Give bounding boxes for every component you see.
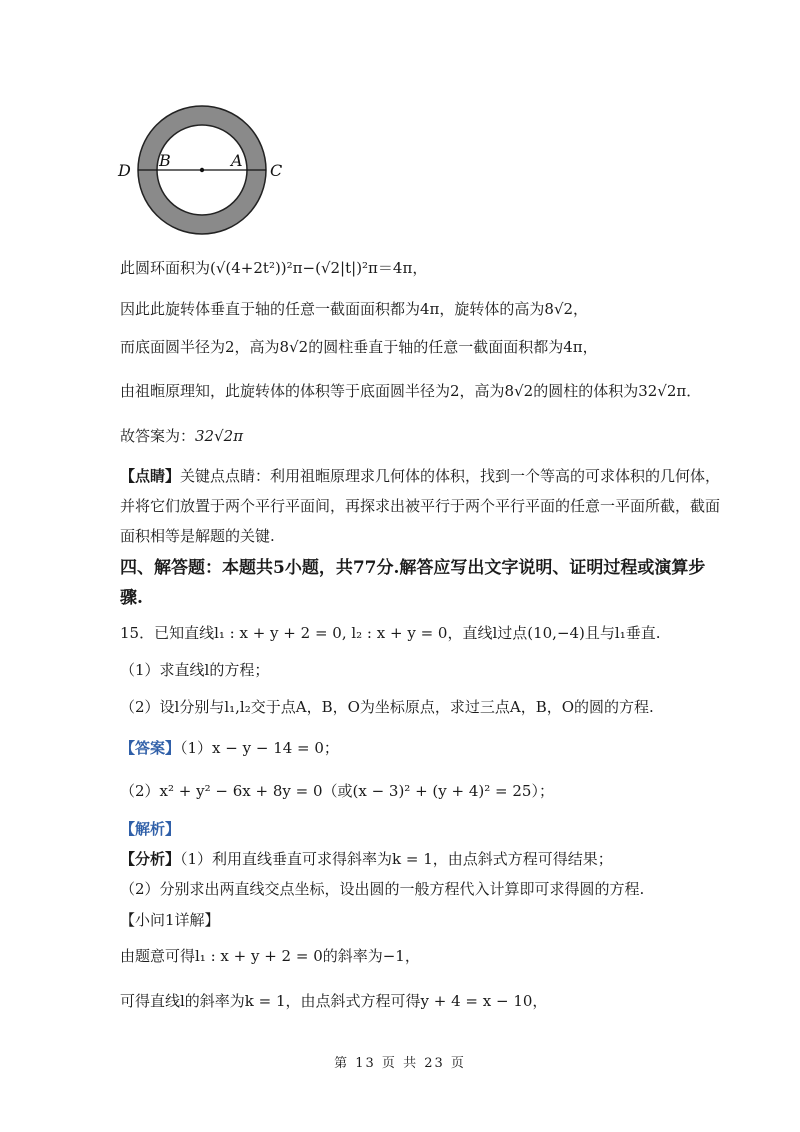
cylinder-line: 而底面圆半径为2，高为8√2的圆柱垂直于轴的任意一截面面积都为4π， <box>120 338 598 356</box>
label-b: B <box>159 151 171 170</box>
fenxi-line-1 <box>120 848 740 870</box>
solution-step-1: 由题意可得l₁ : x + y + 2 = 0的斜率为−1， <box>120 947 420 965</box>
center-point <box>200 168 204 172</box>
answer-tag: 【答案】 <box>120 739 181 757</box>
label-c: C <box>270 161 283 180</box>
answer-2: （2）x² + y² − 6x + 8y = 0（或(x − 3)² + (y + 4)² = 25）； <box>120 782 554 800</box>
area-line: 此圆环面积为(√(4+2t²))²π−(√2|t|)²π＝4π， <box>120 259 428 277</box>
label-d: D <box>118 161 131 180</box>
comment-line-1 <box>120 465 740 487</box>
cross-section-line: 因此此旋转体垂直于轴的任意一截面面积都为4π，旋转体的高为8√2， <box>120 300 589 318</box>
solution-step-2: 可得直线l的斜率为k = 1，由点斜式方程可得y + 4 = x − 10， <box>120 992 548 1010</box>
answer-1 <box>120 737 740 759</box>
section-heading-2: 骤. <box>120 588 143 608</box>
comment-line-2: 并将它们放置于两个平行平面间，再探求出被平行于两个平行平面的任意一平面所截，截面 <box>120 497 721 515</box>
label-a: A <box>231 151 243 170</box>
answer-value: 32√2π <box>195 427 244 445</box>
comment-tag: 【点睛】 <box>120 467 181 485</box>
answer-line <box>120 425 740 447</box>
sub-question-tag: 【小问1详解】 <box>120 911 220 929</box>
page-number-footer: 第 13 页 共 23 页 <box>334 1056 466 1071</box>
comment-line-3: 面积相等是解题的关键. <box>120 527 275 545</box>
fenxi-tag: 【分析】 <box>120 850 181 868</box>
problem-q1: （1）求直线l的方程； <box>120 661 270 679</box>
answer-prefix: 故答案为： <box>120 427 196 445</box>
fenxi-line-2: （2）分别求出两直线交点坐标，设出圆的一般方程代入计算即可求得圆的方程. <box>120 880 645 898</box>
analysis-tag: 【解析】 <box>120 820 181 838</box>
annulus-figure <box>115 95 315 245</box>
zuxuan-line: 由祖暅原理知，此旋转体的体积等于底面圆半径为2，高为8√2的圆柱的体积为32√2π． <box>120 382 702 400</box>
section-heading-1: 四、解答题：本题共5小题，共77分.解答应写出文字说明、证明过程或演算步 <box>120 558 706 578</box>
comment-text-1: 关键点点睛：利用祖暅原理求几何体的体积，找到一个等高的可求体积的几何体， <box>180 467 721 485</box>
answer-1-text: （1）x − y − 14 = 0； <box>180 739 339 757</box>
fenxi-text-1: （1）利用直线垂直可求得斜率为k = 1，由点斜式方程可得结果； <box>180 850 613 868</box>
problem-q2: （2）设l分别与l₁,l₂交于点A，B，O为坐标原点，求过三点A，B，O的圆的方程. <box>120 698 654 716</box>
problem-stem: 15．已知直线l₁ : x + y + 2 = 0, l₂ : x + y = 0，直线l过点(10,−4)且与l₁垂直. <box>120 624 661 642</box>
